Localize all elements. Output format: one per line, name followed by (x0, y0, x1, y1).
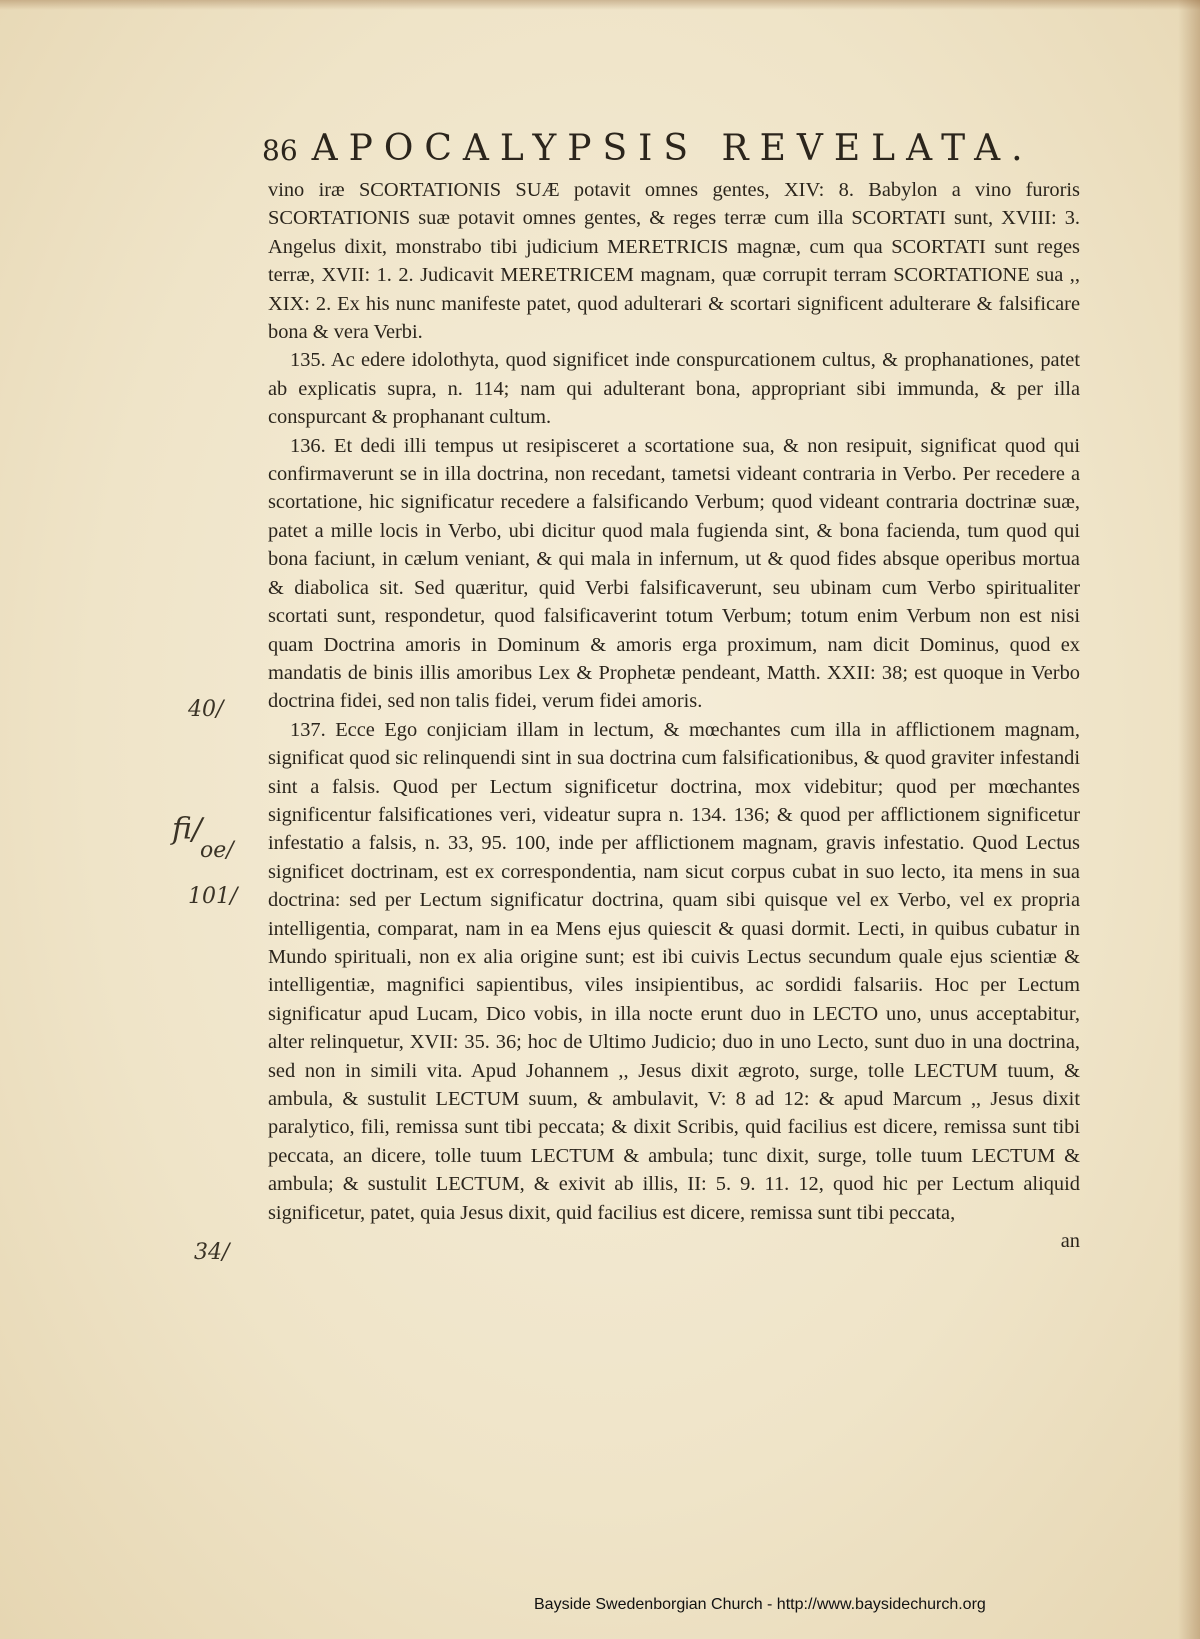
margin-note-40: 40/ (188, 697, 224, 722)
page-edge-shadow-right (1178, 0, 1200, 1639)
margin-note-fi: fi/ (172, 812, 203, 847)
paragraph-136: 136. Et dedi illi tempus ut resipisceret a scortatione sua, & non resipuit, significat quod qui confirmaverunt se in illa doctrina, non recedant, tametsi videant contraria in Verbo. Per recedere a scortatione, hic significatur recedere a falsificando Verbum; quod videant contraria doctrinæ suæ, patet a mille locis in Verbo, ubi dicitur quod mala fugienda sint, & bona facienda, tum quod qui bona faciunt, in cælum veniant, & qui mala in infernum, ut & quod fides absque operibus mortua & diabolica sit. Sed quæritur, quid Verbi falsificaverunt, seu ubinam cum Verbo spiritualiter scortati sunt, respondetur, quod falsificaverint totum Verbum; totum enim Verbum non est nisi quam Doctrina amoris in Dominum & amoris erga proximum, nam dicit Dominus, quod ex mandatis de binis illis amoribus Lex & Prophetæ pendeant, Matth. XXII: 38; est quoque in Verbo doctrina fidei, sed non talis fidei, verum fidei amoris. (268, 434, 1080, 713)
paragraph-135: 135. Ac edere idolothyta, quod significet inde conspurcationem cultus, & prophanationes, patet ab explicatis supra, n. 114; nam qui adulterant bona, appropriant sibi immunda, & per illa conspurcant & prophanant cultum. (268, 349, 1080, 429)
page-number: 86 (262, 134, 298, 167)
page-header (262, 128, 1052, 169)
catchword: an (1060, 1230, 1080, 1253)
margin-note-34: 34/ (194, 1240, 230, 1265)
running-title: APOCALYPSIS REVELATA. (311, 128, 1034, 169)
paragraph-continuation: vino iræ SCORTATIONIS SUÆ potavit omnes gentes, XIV: 8. Babylon a vino furoris SCORTATIONIS suæ potavit omnes gentes, & reges terræ cum illa SCORTATI sunt, XVIII: 3. Angelus dixit, monstrabo tibi judicium MERETRICIS magnæ, cum qua SCORTATI sunt reges terræ, XVII: 1. 2. Judicavit MERETRICEM magnam, quæ corrupit terram SCORTATIONE sua ,, XIX: 2. Ex his nunc manifeste patet, quod adulterari & scortari significent adulterare & falsificare bona & vera Verbi. (268, 179, 1080, 344)
margin-note-101: 101/ (188, 884, 238, 909)
margin-note-oe: oe/ (200, 838, 234, 863)
body-text (268, 176, 1080, 1255)
paragraph-137: 137. Ecce Ego conjiciam illam in lectum, & mœchantes cum illa in afflictionem magnam, significat quod sic relinquendi sint in sua doctrina cum falsificationibus, & quod graviter infestandi sint a falsis. Quod per Lectum significetur doctrina, mox videbitur; quod per mœchantes significentur falsificationes veri, videatur supra n. 134. 136; & quod per afflictionem significetur infestatio a falsis, n. 33, 95. 100, inde per afflictionem magnam, gravis infestatio. Quod Lectus significet doctrinam, est ex correspondentia, nam sicut corpus cubat in suo lecto, ita mens in sua doctrina: sed per Lectum significatur doctrina, quam sibi quisque vel ex Verbo, vel ex propria intelligentia, comparat, nam in ea Mens ejus quiescit & quasi dormit. Lecti, in quibus cubatur in Mundo spirituali, non ex alia origine sunt; est ibi cuivis Lectus secundum quale ejus scientiæ & intelligentiæ, magnifici sapientibus, viles insipientibus, ac sordidi falsariis. Hoc per Lectum significatur apud Lucam, Dico vobis, in illa nocte erunt duo in LECTO uno, unus acceptabitur, alter relinquetur, XVII: 35. 36; hoc de Ultimo Judicio; duo in uno Lecto, sunt duo in una doctrina, sed non in simili vita. Apud Johannem ,, Jesus dixit ægroto, surge, tolle LECTUM tuum, & ambula, & sustulit LECTUM suum, & ambulavit, V: 8 ad 12: & apud Marcum ,, Jesus dixit paralytico, fili, remissa sunt tibi peccata; & dixit Scribis, quid facilius est dicere, remissa sunt tibi peccata, an dicere, tolle tuum LECTUM & ambula; tunc dixit, surge, tolle tuum LECTUM & ambula; & sustulit LECTUM, & exivit ab illis, II: 5. 9. 11. 12, quod hic per Lectum aliquid significetur, patet, quia Jesus dixit, quid facilius est dicere, remissa sunt tibi peccata, (268, 718, 1080, 1224)
footer-credit-link[interactable]: Bayside Swedenborgian Church - http://www.baysidechurch.org (534, 1596, 986, 1613)
page-edge-shadow-top (0, 0, 1200, 10)
